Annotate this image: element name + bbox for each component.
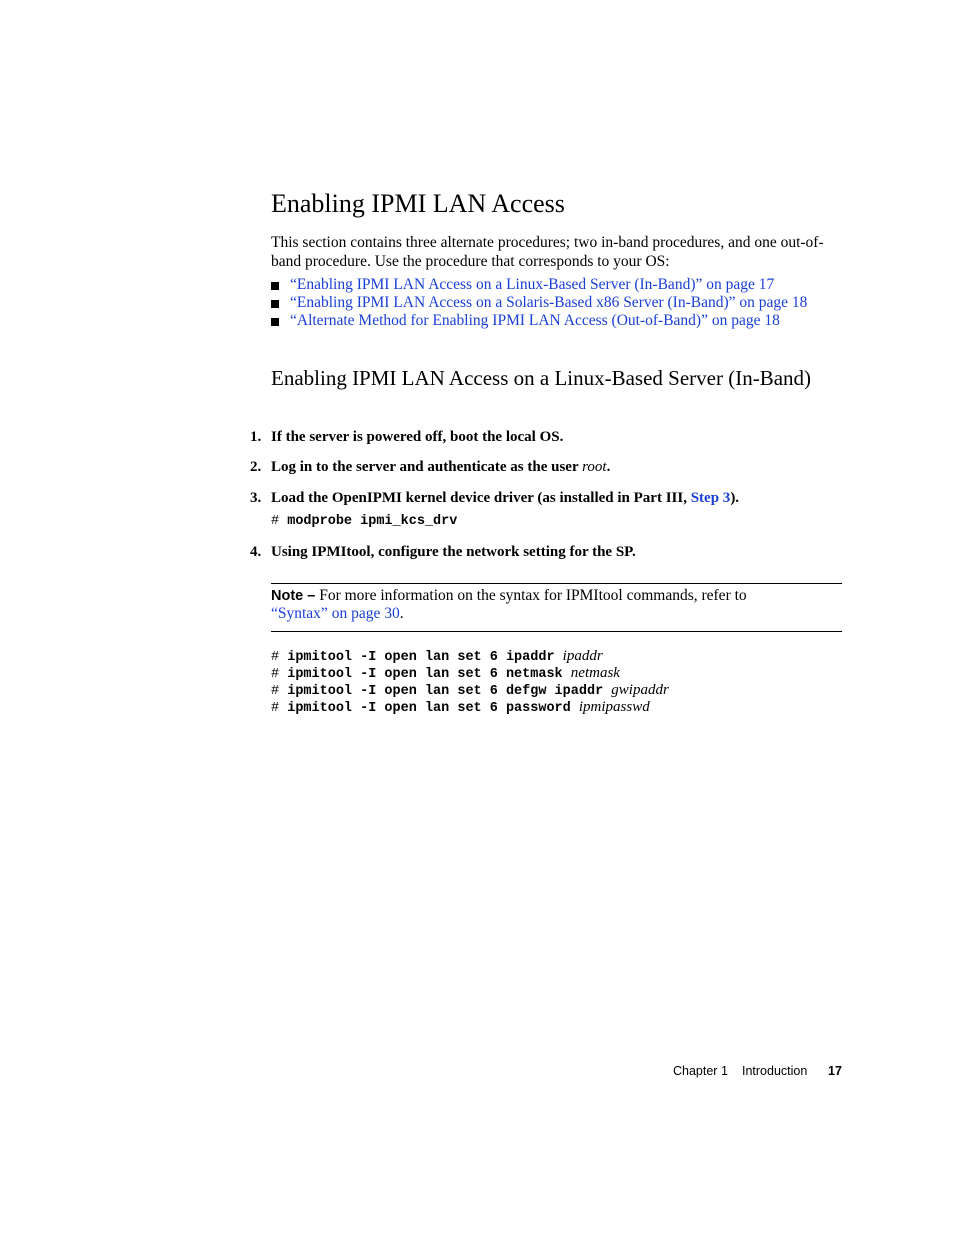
step-number: 2.: [250, 459, 262, 475]
shell-prompt: #: [271, 701, 280, 716]
note-box: [271, 587, 842, 623]
square-bullet-icon: [271, 318, 279, 326]
syntax-link[interactable]: “Syntax” on page 30: [271, 605, 400, 622]
step-number: 1.: [250, 429, 262, 445]
link-solaris-procedure[interactable]: “Enabling IPMI LAN Access on a Solaris-Based x86 Server (In-Band)” on page 18: [290, 294, 808, 311]
shell-prompt: #: [271, 667, 280, 682]
step-2: [250, 458, 610, 476]
square-bullet-icon: [271, 282, 279, 290]
footer-page-number: 17: [828, 1064, 842, 1078]
procedure-link-list: [271, 276, 861, 330]
list-item: [271, 276, 861, 294]
command-argument: ipmipasswd: [578, 699, 650, 715]
footer-chapter: Chapter 1: [673, 1064, 728, 1078]
step-text: Load the OpenIPMI kernel device driver (as installed in Part III,: [271, 490, 691, 506]
command-text: ipmitool -I open lan set 6 password: [287, 701, 571, 716]
step-text: Using IPMItool, configure the network setting for the SP.: [271, 544, 636, 560]
note-label: Note –: [271, 588, 316, 604]
shell-prompt: #: [271, 684, 280, 699]
section-heading: Enabling IPMI LAN Access: [271, 189, 565, 218]
step-3-link[interactable]: Step 3: [690, 490, 731, 506]
step-text: If the server is powered off, boot the local OS.: [271, 429, 564, 445]
note-top-rule: [271, 583, 842, 584]
code-line-netmask: [271, 665, 620, 683]
command-argument: netmask: [570, 665, 620, 681]
note-text: For more information on the syntax for IPMItool commands, refer to: [319, 587, 747, 604]
list-item: [271, 312, 861, 330]
code-modprobe: [271, 513, 457, 530]
footer-section: Introduction: [742, 1064, 808, 1078]
square-bullet-icon: [271, 300, 279, 308]
subsection-heading: Enabling IPMI LAN Access on a Linux-Based Server (In-Band): [271, 366, 812, 390]
note-end: .: [399, 605, 404, 622]
list-item: [271, 294, 861, 312]
note-bottom-rule: [271, 631, 842, 632]
command-argument: gwipaddr: [611, 682, 669, 698]
code-line-defgw: [271, 682, 669, 700]
command-text: ipmitool -I open lan set 6 defgw ipaddr: [287, 684, 604, 699]
step-text: Log in to the server and authenticate as the user: [271, 459, 583, 475]
shell-prompt: #: [271, 650, 280, 665]
code-line-password: [271, 699, 650, 717]
step-3: [250, 489, 739, 507]
command-text: ipmitool -I open lan set 6 ipaddr: [287, 650, 555, 665]
link-out-of-band-procedure[interactable]: “Alternate Method for Enabling IPMI LAN Access (Out-of-Band)” on page 18: [290, 312, 780, 329]
link-linux-procedure[interactable]: “Enabling IPMI LAN Access on a Linux-Based Server (In-Band)” on page 17: [290, 276, 775, 293]
command-argument: ipaddr: [562, 648, 603, 664]
shell-prompt: #: [271, 514, 280, 529]
step-4: [250, 543, 636, 561]
step-1: [250, 428, 563, 446]
step-number: 3.: [250, 490, 262, 506]
command-text: ipmitool -I open lan set 6 netmask: [287, 667, 563, 682]
intro-paragraph: This section contains three alternate procedures; two in-band procedures, and one out-of-band procedure. Use the procedure that corresponds to your OS:: [271, 234, 824, 270]
code-line-ipaddr: [271, 648, 603, 666]
step-text-end: ).: [730, 490, 740, 506]
step-text-end: .: [606, 459, 611, 475]
step-number: 4.: [250, 544, 262, 560]
user-name-italic: root: [582, 459, 607, 475]
command-text: modprobe ipmi_kcs_drv: [287, 514, 458, 529]
